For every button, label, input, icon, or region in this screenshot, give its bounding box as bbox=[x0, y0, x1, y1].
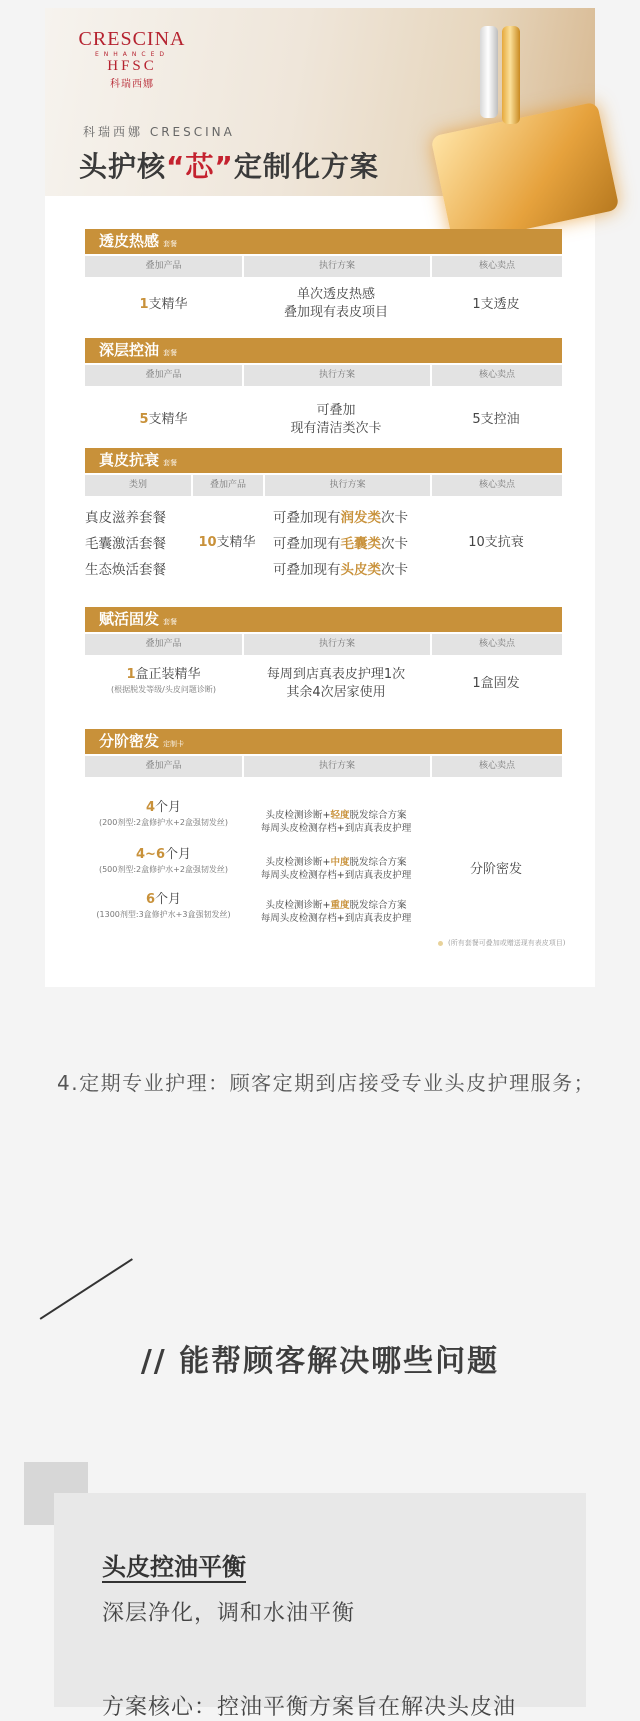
plan-pre: 头皮检测诊断+ bbox=[265, 900, 331, 911]
plan-line: 每周头皮检测存档+到店真表皮护理 bbox=[260, 823, 412, 834]
plan-highlight: 重度 bbox=[330, 900, 350, 911]
title-pre: 头护核 bbox=[79, 150, 167, 183]
product-cell bbox=[85, 666, 242, 695]
product-unit: 个月 bbox=[155, 800, 182, 815]
product-cell bbox=[85, 799, 242, 828]
section-heading: // 能帮顾客解决哪些问题 bbox=[140, 1344, 500, 1379]
section-title: 赋活固发 bbox=[99, 610, 160, 628]
plan-line: 现有清洁类次卡 bbox=[290, 421, 382, 436]
product-note: (根据脱发等级/头皮问题诊断) bbox=[111, 685, 216, 694]
section-tag: 套餐 bbox=[163, 459, 178, 467]
product-num: 5 bbox=[139, 412, 149, 427]
product-num: 6 bbox=[145, 892, 156, 907]
col-header: 核心卖点 bbox=[430, 634, 562, 655]
col-header: 类别 bbox=[128, 480, 147, 490]
section-title: 分阶密发 bbox=[99, 732, 160, 750]
plan-card bbox=[45, 8, 595, 987]
column-headers bbox=[85, 634, 562, 655]
product-note: (500剂型:2盒修护水+2盒强韧发丝) bbox=[98, 865, 229, 874]
section-header bbox=[85, 229, 562, 254]
service-paragraph: 4.定期专业护理：顾客定期到店接受专业头皮护理服务； bbox=[57, 1071, 596, 1095]
section-title: 深层控油 bbox=[99, 341, 160, 359]
section-tag: 套餐 bbox=[163, 240, 178, 248]
plan-line bbox=[273, 509, 408, 527]
product-line bbox=[85, 666, 242, 684]
plan-post: 次卡 bbox=[381, 510, 408, 526]
issue-core: 方案核心：控油平衡方案旨在解决头皮油 bbox=[102, 1695, 517, 1720]
column-headers bbox=[85, 756, 562, 777]
col-header: 叠加产品 bbox=[145, 370, 182, 380]
col-header: 叠加产品 bbox=[145, 761, 182, 771]
product-cell bbox=[85, 846, 242, 875]
plan-line: 单次透皮热感 bbox=[296, 287, 375, 302]
plan-highlight: 头皮类 bbox=[340, 562, 381, 578]
product-text: 盒正装精华 bbox=[135, 667, 201, 682]
section-shen-ceng-kong-you bbox=[85, 338, 562, 443]
column-headers bbox=[85, 475, 562, 496]
section-title: 透皮热感 bbox=[99, 232, 160, 250]
plan-cell bbox=[242, 856, 430, 882]
product-line bbox=[85, 891, 242, 909]
product-line bbox=[85, 799, 242, 817]
plan-cell bbox=[242, 286, 430, 322]
plan-cell bbox=[242, 809, 430, 835]
section-fu-huo-gu-fa bbox=[85, 607, 562, 717]
plan-line: 每周头皮检测存档+到店真表皮护理 bbox=[260, 870, 412, 881]
section-header bbox=[85, 729, 562, 754]
plan-post: 次卡 bbox=[381, 562, 408, 578]
section-tag: 套餐 bbox=[163, 618, 178, 626]
brand-sub: ENHANCED bbox=[95, 51, 169, 58]
col-header: 执行方案 bbox=[242, 634, 430, 655]
product-cell bbox=[85, 296, 242, 314]
plan-highlight: 毛囊类 bbox=[340, 536, 381, 552]
plan-cell bbox=[242, 666, 430, 702]
product-cell bbox=[85, 891, 242, 920]
product-num: 1 bbox=[126, 667, 136, 682]
core-cell: 1盒固发 bbox=[472, 676, 520, 691]
chip-illustration bbox=[430, 102, 619, 245]
col-header: 执行方案 bbox=[263, 475, 430, 496]
plan-line bbox=[273, 561, 408, 579]
plan-cell bbox=[242, 402, 430, 438]
plan-line: 每周头皮检测存档+到店真表皮护理 bbox=[260, 913, 412, 924]
col-header: 核心卖点 bbox=[430, 756, 562, 777]
section-tag: 定制卡 bbox=[163, 740, 185, 748]
product-cell bbox=[191, 534, 263, 552]
banner-title bbox=[79, 145, 379, 185]
core-cell: 分阶密发 bbox=[469, 862, 522, 877]
brand-logo bbox=[67, 28, 197, 90]
issue-title: 头皮控油平衡 bbox=[102, 1553, 246, 1581]
plan-pre: 可叠加现有 bbox=[273, 510, 341, 526]
section-fen-jie-mi-fa bbox=[85, 729, 562, 929]
brand-cn: 科瑞西娜 bbox=[110, 79, 154, 90]
product-text: 支精华 bbox=[148, 412, 188, 427]
plan-line bbox=[242, 856, 430, 869]
section-header bbox=[85, 607, 562, 632]
product-cell bbox=[85, 411, 242, 429]
section-header bbox=[85, 448, 562, 473]
product-text: 支精华 bbox=[216, 535, 256, 550]
column-headers bbox=[85, 365, 562, 386]
section-tou-pi-re-gan bbox=[85, 229, 562, 329]
category-cell bbox=[85, 509, 166, 579]
product-unit: 个月 bbox=[164, 847, 191, 862]
plan-line: 叠加现有表皮项目 bbox=[283, 305, 388, 320]
plan-highlight: 轻度 bbox=[330, 810, 350, 821]
core-cell: 5支控油 bbox=[472, 412, 520, 427]
category-item: 毛囊激活套餐 bbox=[85, 536, 166, 552]
plan-cell bbox=[273, 509, 408, 579]
vial-silver bbox=[480, 26, 498, 118]
category-item: 生态焕活套餐 bbox=[85, 562, 166, 578]
plan-line: 其余4次居家使用 bbox=[286, 685, 386, 700]
plan-post: 脱发综合方案 bbox=[349, 857, 407, 868]
product-num: 10 bbox=[198, 535, 217, 550]
plan-line bbox=[242, 809, 430, 822]
category-item: 真皮滋养套餐 bbox=[85, 510, 166, 526]
col-header: 核心卖点 bbox=[430, 475, 562, 496]
banner-subtitle: 科瑞西娜 CRESCINA bbox=[83, 125, 235, 139]
col-header: 叠加产品 bbox=[191, 475, 263, 496]
section-zhen-pi-kang-shuai bbox=[85, 448, 562, 598]
col-header: 叠加产品 bbox=[145, 639, 182, 649]
column-headers bbox=[85, 256, 562, 277]
issue-description: 深层净化，调和水油平衡 bbox=[102, 1601, 356, 1626]
section-header bbox=[85, 338, 562, 363]
footnote bbox=[438, 938, 565, 948]
plan-highlight: 中度 bbox=[330, 857, 350, 868]
section-tag: 套餐 bbox=[163, 349, 178, 357]
col-header: 执行方案 bbox=[242, 756, 430, 777]
decorative-slash bbox=[40, 1258, 133, 1319]
product-num: 1 bbox=[139, 297, 149, 312]
plan-post: 次卡 bbox=[381, 536, 408, 552]
brand-code: HFSC bbox=[107, 58, 157, 74]
col-header: 执行方案 bbox=[242, 256, 430, 277]
brand-name: CRESCINA bbox=[78, 28, 186, 50]
product-unit: 个月 bbox=[155, 892, 182, 907]
bullet-dot-icon bbox=[438, 941, 443, 946]
product-num: 4~6 bbox=[136, 847, 165, 862]
col-header: 叠加产品 bbox=[145, 261, 182, 271]
plan-post: 脱发综合方案 bbox=[349, 810, 407, 821]
col-header: 核心卖点 bbox=[430, 365, 562, 386]
plan-pre: 可叠加现有 bbox=[273, 536, 341, 552]
core-cell: 1支透皮 bbox=[472, 297, 520, 312]
product-text: 支精华 bbox=[148, 297, 188, 312]
plan-line: 可叠加 bbox=[316, 403, 356, 418]
product-note: (1300剂型:3盒修护水+3盒强韧发丝) bbox=[96, 910, 231, 919]
title-highlight: “芯” bbox=[166, 150, 234, 183]
footnote-text: (所有套餐可叠加或赠送现有表皮项目) bbox=[448, 939, 566, 947]
vial-gold bbox=[502, 26, 520, 124]
col-header: 执行方案 bbox=[242, 365, 430, 386]
plan-line: 每周到店真表皮护理1次 bbox=[266, 667, 406, 682]
plan-post: 脱发综合方案 bbox=[349, 900, 407, 911]
plan-cell bbox=[242, 899, 430, 925]
col-header: 核心卖点 bbox=[430, 256, 562, 277]
plan-line bbox=[242, 899, 430, 912]
section-title: 真皮抗衰 bbox=[99, 451, 160, 469]
title-post: 定制化方案 bbox=[233, 150, 379, 183]
banner bbox=[45, 8, 595, 196]
product-note: (200剂型:2盒修护水+2盒强韧发丝) bbox=[98, 818, 229, 827]
product-num: 4 bbox=[145, 800, 156, 815]
core-cell: 10支抗衰 bbox=[468, 535, 524, 550]
plan-pre: 头皮检测诊断+ bbox=[265, 810, 331, 821]
plan-line bbox=[273, 535, 408, 553]
plan-pre: 可叠加现有 bbox=[273, 562, 341, 578]
plan-highlight: 润发类 bbox=[340, 510, 381, 526]
product-line bbox=[85, 846, 242, 864]
plan-pre: 头皮检测诊断+ bbox=[265, 857, 331, 868]
